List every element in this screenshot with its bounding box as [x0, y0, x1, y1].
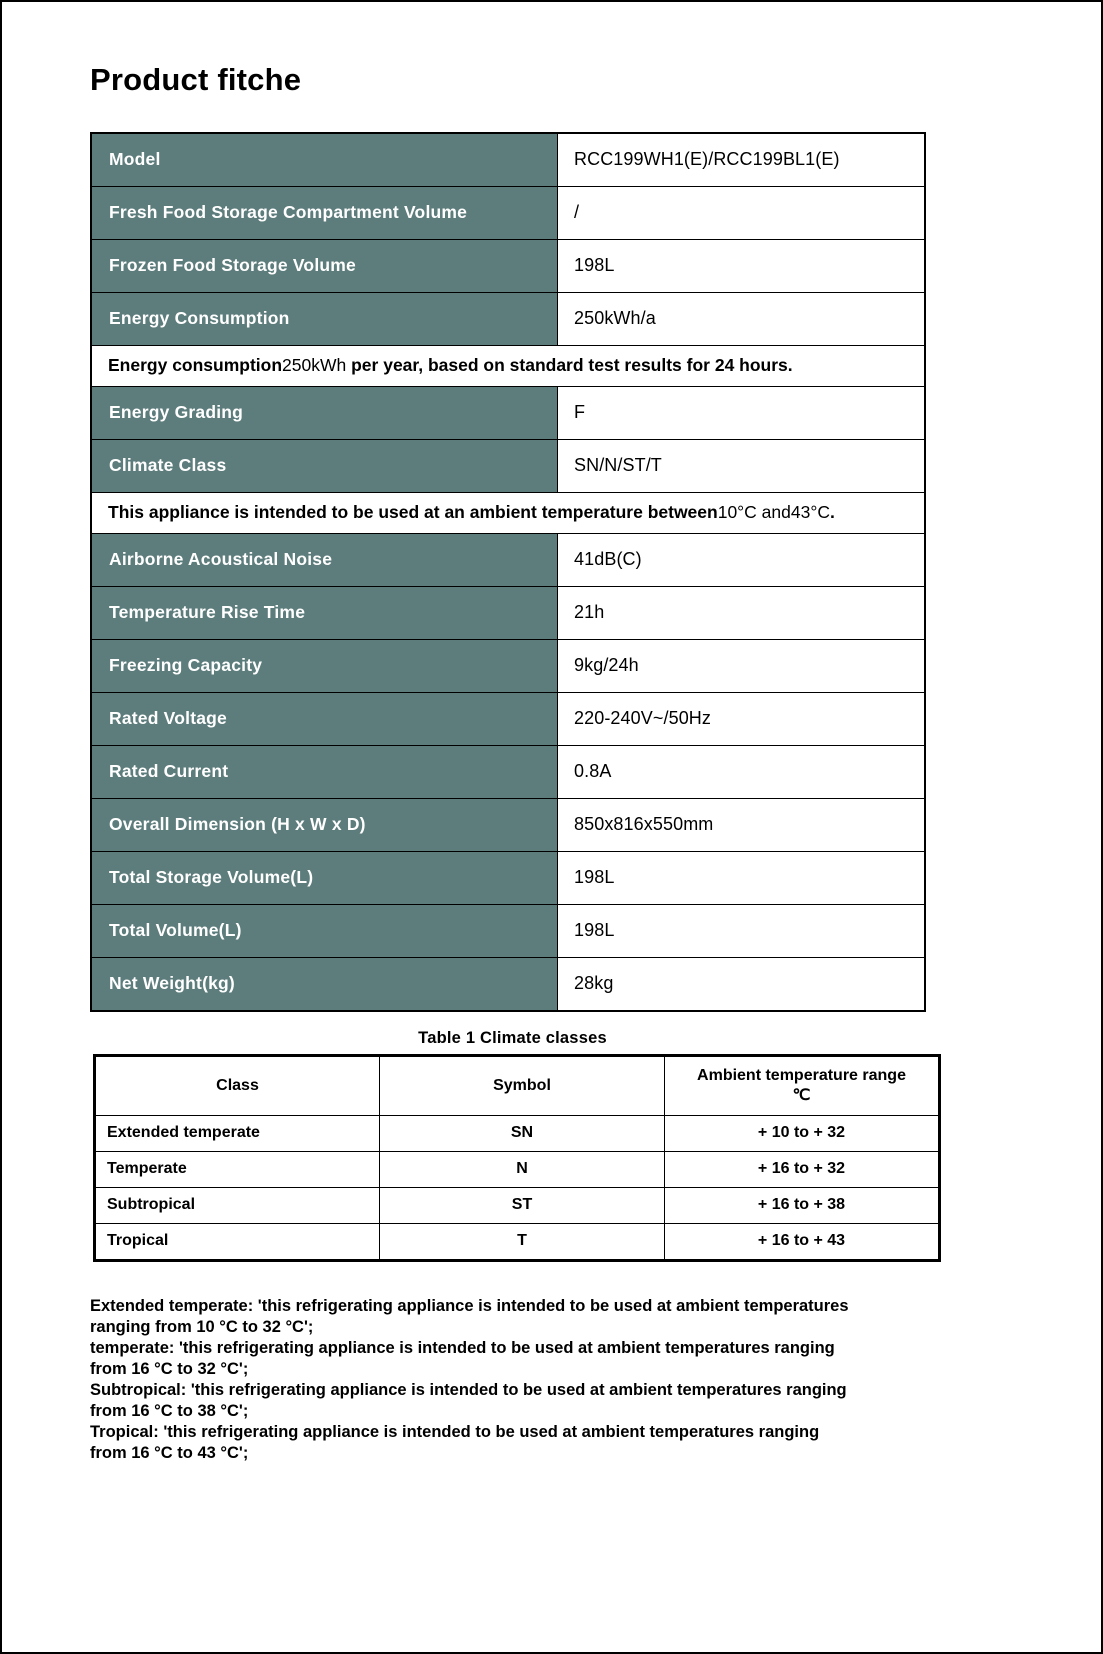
footnote-line-5: Subtropical: 'this refrigerating appliance is intended to be used at ambient temperatures ranging — [90, 1380, 847, 1399]
spec-label-energy-consumption: Energy Consumption — [91, 292, 558, 345]
spec-label-temperature-rise-time: Temperature Rise Time — [91, 586, 558, 639]
note-ambient-part1: This appliance is intended to be used at an ambient temperature between — [108, 502, 718, 523]
table-row — [91, 692, 925, 745]
climate-range-n: + 16 to + 32 — [665, 1151, 940, 1187]
document-content — [90, 64, 1020, 1464]
spec-label-total-storage-volume: Total Storage Volume(L) — [91, 851, 558, 904]
table-row — [91, 798, 925, 851]
spec-value-net-weight: 28kg — [558, 957, 926, 1011]
table-row — [91, 239, 925, 292]
table-row — [95, 1187, 940, 1223]
table-row — [91, 957, 925, 1011]
table-row — [91, 904, 925, 957]
climate-table-caption: Table 1 Climate classes — [418, 1028, 607, 1047]
spec-value-model: RCC199WH1(E)/RCC199BL1(E) — [558, 133, 926, 187]
spec-note-ambient-temperature — [91, 492, 925, 533]
spec-label-frozen-food-volume: Frozen Food Storage Volume — [91, 239, 558, 292]
footnote-line-2: ranging from 10 °C to 32 °C'; — [90, 1317, 314, 1336]
spec-value-temperature-rise-time: 21h — [558, 586, 926, 639]
spec-label-airborne-acoustical-noise: Airborne Acoustical Noise — [91, 533, 558, 586]
spec-value-climate-class: SN/N/ST/T — [558, 439, 926, 492]
table-row — [91, 345, 925, 386]
footnote-line-8: from 16 °C to 43 °C'; — [90, 1444, 249, 1463]
spec-value-total-storage-volume: 198L — [558, 851, 926, 904]
note-ambient-part4: . — [830, 502, 835, 523]
climate-header-range-line2: ℃ — [792, 1086, 811, 1104]
climate-symbol-n: N — [380, 1151, 665, 1187]
climate-class-footnotes — [90, 1296, 1020, 1465]
spec-label-total-volume: Total Volume(L) — [91, 904, 558, 957]
table-row — [95, 1115, 940, 1151]
climate-range-sn: + 10 to + 32 — [665, 1115, 940, 1151]
footnote-line-4: from 16 °C to 32 °C'; — [90, 1359, 249, 1378]
climate-class-extended-temperate: Extended temperate — [95, 1115, 380, 1151]
spec-label-rated-voltage: Rated Voltage — [91, 692, 558, 745]
note-energy-part3: per year, based on standard test results for 24 hours. — [346, 355, 793, 376]
climate-class-temperate: Temperate — [95, 1151, 380, 1187]
note-ambient-part3: 43°C — [790, 502, 830, 523]
note-energy-part1: Energy consumption — [108, 355, 283, 376]
footnote-line-3: temperate: 'this refrigerating appliance is intended to be used at ambient temperatures ranging — [90, 1338, 835, 1357]
table-header-row — [95, 1055, 940, 1115]
climate-classes-table — [93, 1054, 941, 1262]
note-ambient-part2: 10°C and — [717, 502, 791, 523]
spec-value-energy-grading: F — [558, 386, 926, 439]
climate-header-class: Class — [95, 1055, 380, 1115]
climate-symbol-t: T — [380, 1223, 665, 1260]
spec-label-model: Model — [91, 133, 558, 187]
footnote-line-7: Tropical: 'this refrigerating appliance is intended to be used at ambient temperatures ranging — [90, 1423, 820, 1442]
product-specification-table — [90, 132, 926, 1012]
spec-value-fresh-food-volume: / — [558, 186, 926, 239]
spec-label-climate-class: Climate Class — [91, 439, 558, 492]
page-title: Product fitche — [90, 62, 302, 97]
footnote-line-6: from 16 °C to 38 °C'; — [90, 1402, 249, 1421]
table-row — [91, 292, 925, 345]
table-row — [91, 492, 925, 533]
table-row — [91, 186, 925, 239]
spec-label-freezing-capacity: Freezing Capacity — [91, 639, 558, 692]
spec-value-airborne-acoustical-noise: 41dB(C) — [558, 533, 926, 586]
table-row — [91, 639, 925, 692]
spec-value-freezing-capacity: 9kg/24h — [558, 639, 926, 692]
spec-value-overall-dimension: 850x816x550mm — [558, 798, 926, 851]
table-row — [95, 1223, 940, 1260]
climate-header-symbol: Symbol — [380, 1055, 665, 1115]
table-row — [91, 386, 925, 439]
table-row — [91, 851, 925, 904]
table-row — [91, 439, 925, 492]
spec-value-total-volume: 198L — [558, 904, 926, 957]
table-row — [91, 745, 925, 798]
climate-header-range — [665, 1055, 940, 1115]
spec-value-frozen-food-volume: 198L — [558, 239, 926, 292]
climate-class-subtropical: Subtropical — [95, 1187, 380, 1223]
spec-label-net-weight: Net Weight(kg) — [91, 957, 558, 1011]
climate-symbol-st: ST — [380, 1187, 665, 1223]
climate-header-range-line1: Ambient temperature range — [697, 1066, 906, 1084]
spec-value-energy-consumption: 250kWh/a — [558, 292, 926, 345]
table-row — [91, 133, 925, 187]
spec-label-rated-current: Rated Current — [91, 745, 558, 798]
spec-note-energy-consumption — [91, 345, 925, 386]
table-row — [91, 533, 925, 586]
spec-label-overall-dimension: Overall Dimension (H x W x D) — [91, 798, 558, 851]
note-energy-part2: 250kWh — [282, 355, 347, 376]
footnote-line-1: Extended temperate: 'this refrigerating appliance is intended to be used at ambient temperatures — [90, 1296, 849, 1315]
climate-class-tropical: Tropical — [95, 1223, 380, 1260]
spec-label-energy-grading: Energy Grading — [91, 386, 558, 439]
climate-range-t: + 16 to + 43 — [665, 1223, 940, 1260]
climate-range-st: + 16 to + 38 — [665, 1187, 940, 1223]
table-row — [91, 586, 925, 639]
spec-value-rated-current: 0.8A — [558, 745, 926, 798]
spec-label-fresh-food-volume: Fresh Food Storage Compartment Volume — [91, 186, 558, 239]
climate-symbol-sn: SN — [380, 1115, 665, 1151]
table-row — [95, 1151, 940, 1187]
spec-value-rated-voltage: 220-240V~/50Hz — [558, 692, 926, 745]
